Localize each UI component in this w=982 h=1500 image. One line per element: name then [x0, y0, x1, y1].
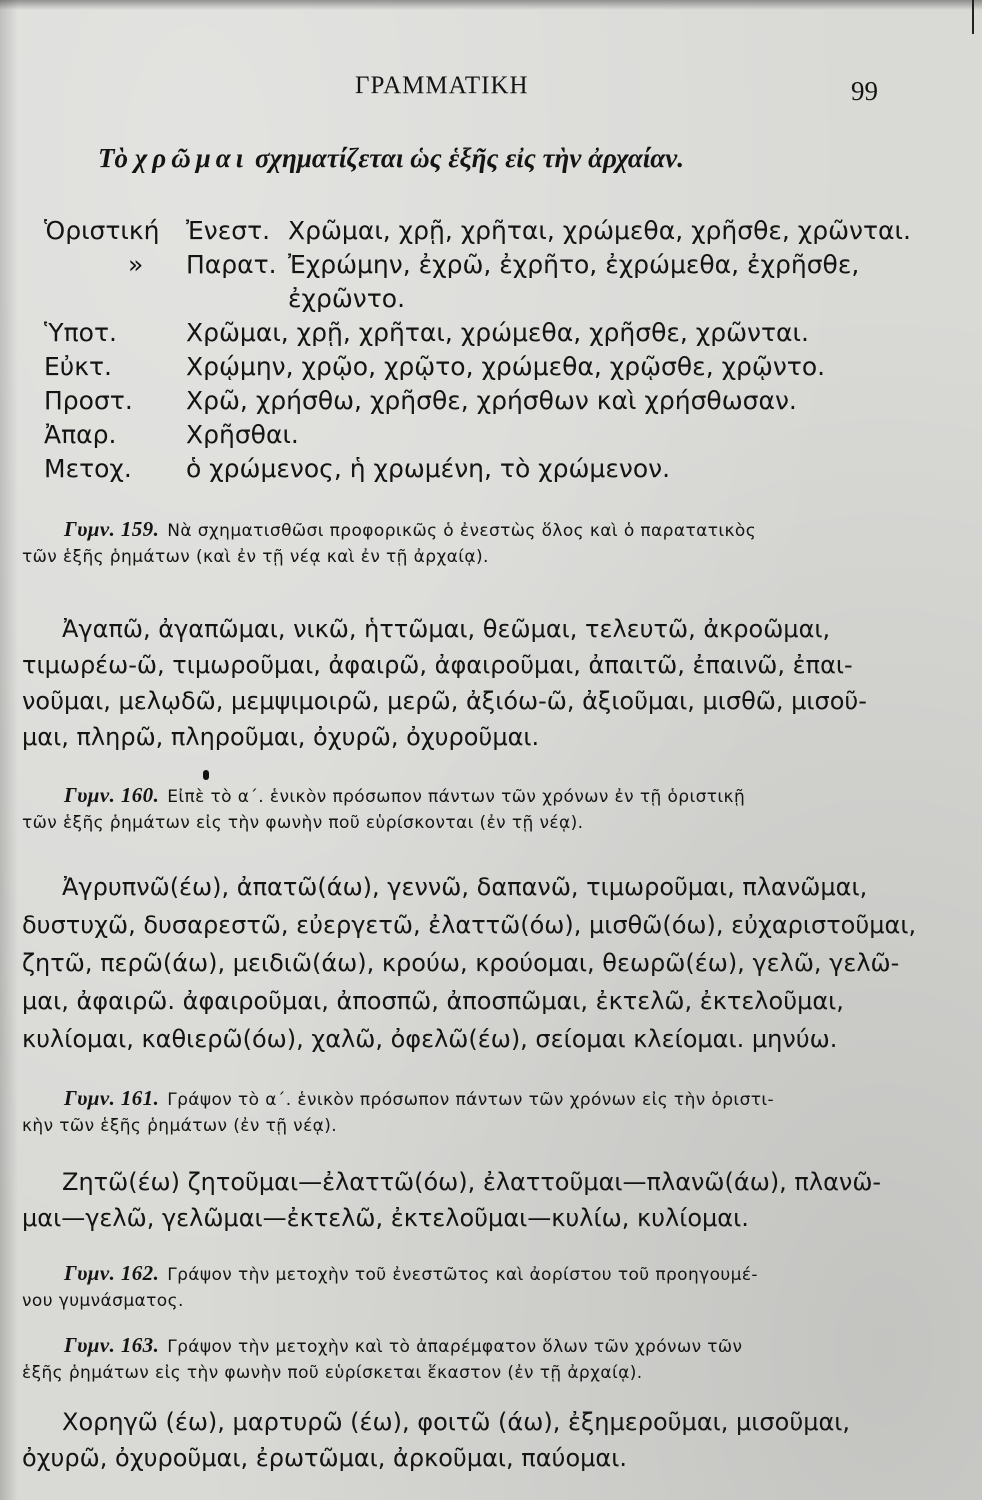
conjugation-forms: Χρῆσθαι.	[186, 420, 299, 449]
page-number: 99	[851, 76, 878, 106]
conjugation-forms: Χρῶ, χρήσθω, χρῆσθε, χρήσθων καὶ χρήσθωσαν.	[186, 386, 797, 415]
conjugation-row	[44, 214, 911, 248]
exercise-163-words	[22, 1404, 902, 1476]
mood-label: Μετοχ.	[44, 454, 132, 483]
exercise-text: Εἰπὲ τὸ α΄. ἑνικὸν πρόσωπον πάντων τῶν χρόνων ἐν τῇ ὁριστικῇ	[167, 787, 746, 807]
word-line: μαι—γελῶ, γελῶμαι—ἐκτελῶ, ἐκτελοῦμαι—κυλίω, κυλίομαι.	[22, 1204, 749, 1232]
exercise-line: νου γυμνάσματος.	[22, 1291, 184, 1311]
exercise-line: κὴν τῶν ἑξῆς ῥημάτων (ἐν τῇ νέᾳ).	[22, 1116, 338, 1136]
heading-verb: χρῶμαι	[134, 143, 249, 173]
exercise-line	[22, 782, 902, 810]
page-corner-mark	[972, 0, 974, 34]
word-line: μαι, ἀφαιρῶ. ἀφαιροῦμαι, ἀποσπῶ, ἀποσπῶμαι, ἐκτελῶ, ἐκτελοῦμαι,	[22, 987, 844, 1015]
conjugation-row	[44, 384, 904, 418]
conjugation-row	[44, 316, 904, 350]
word-line: ζητῶ, περῶ(άω), μειδιῶ(άω), κρούω, κρούομαι, θεωρῶ(έω), γελῶ, γελῶ-	[22, 949, 900, 977]
word-line: Ζητῶ(έω) ζητοῦμαι—ἐλαττῶ(όω), ἐλαττοῦμαι—πλανῶ(άω), πλανῶ-	[62, 1168, 882, 1196]
exercise-161-words	[22, 1164, 902, 1236]
conjugation-row	[44, 418, 904, 452]
section-heading	[98, 143, 684, 174]
exercise-159-instructions	[22, 516, 902, 570]
exercise-159-words	[22, 611, 902, 755]
exercise-160-instructions	[22, 782, 902, 836]
mood-label: Ὑποτ.	[44, 318, 117, 347]
page-top-shadow	[0, 0, 982, 10]
exercise-text: Γράψον τὴν μετοχὴν τοῦ ἐνεστῶτος καὶ ἀορίστου τοῦ προηγουμέ-	[167, 1265, 758, 1285]
exercise-number: Γυμν. 159.	[64, 517, 160, 541]
exercise-161-instructions	[22, 1085, 902, 1139]
exercise-160-words	[22, 868, 917, 1058]
word-line: Χορηγῶ (έω), μαρτυρῶ (έω), φοιτῶ (άω), ἐξημεροῦμαι, μισοῦμαι,	[62, 1408, 851, 1436]
word-line: δυστυχῶ, δυσαρεστῶ, εὐεργετῶ, ἐλαττῶ(όω), μισθῶ(όω), εὐχαριστοῦμαι,	[22, 911, 917, 939]
conjugation-forms: ἐχρῶντο.	[288, 284, 406, 313]
exercise-text: Γράψον τὴν μετοχὴν καὶ τὸ ἀπαρέμφατον ὅλων τῶν χρόνων τῶν	[167, 1337, 743, 1357]
exercise-text: Γράψον τὸ α΄. ἑνικὸν πρόσωπον πάντων τῶν χρόνων εἰς τὴν ὁριστι-	[167, 1090, 775, 1110]
exercise-line: τῶν ἑξῆς ῥημάτων εἰς τὴν φωνὴν ποῦ εὑρίσκονται (ἐν τῇ νέᾳ).	[22, 813, 584, 833]
exercise-number: Γυμν. 161.	[64, 1086, 160, 1110]
exercise-line	[22, 1085, 902, 1113]
conjugation-row	[44, 248, 904, 282]
conjugation-forms: Ἐχρώμην, ἐχρῶ, ἐχρῆτο, ἐχρώμεθα, ἐχρῆσθε,	[288, 250, 860, 279]
word-line: τιμωρέω-ῶ, τιμωροῦμαι, ἀφαιρῶ, ἀφαιροῦμαι, ἀπαιτῶ, ἐπαινῶ, ἐπαι-	[22, 651, 853, 679]
mood-label: Προστ.	[44, 386, 133, 415]
exercise-text: Νὰ σχηματισθῶσι προφορικῶς ὁ ἐνεστὼς ὅλος καὶ ὁ παρατατικὸς	[167, 521, 757, 541]
tense-label: Παρατ.	[186, 250, 277, 279]
exercise-163-instructions	[22, 1332, 902, 1386]
exercise-162-instructions	[22, 1260, 902, 1314]
heading-article: Τὸ	[98, 143, 128, 173]
mood-label: Εὐκτ.	[44, 352, 112, 381]
conjugation-forms: Χρῶμαι, χρῇ, χρῆται, χρώμεθα, χρῆσθε, χρῶνται.	[186, 318, 809, 347]
mood-label: Ὁριστική	[44, 216, 160, 245]
ink-speck	[203, 770, 209, 780]
exercise-line: τῶν ἑξῆς ῥημάτων (καὶ ἐν τῇ νέᾳ καὶ ἐν τῇ ἀρχαίᾳ).	[22, 547, 489, 567]
word-line: Ἀγρυπνῶ(έω), ἀπατῶ(άω), γεννῶ, δαπανῶ, τιμωροῦμαι, πλανῶμαι,	[62, 873, 868, 901]
conjugation-row	[44, 452, 904, 486]
conjugation-row	[44, 350, 904, 384]
exercise-number: Γυμν. 160.	[64, 783, 160, 807]
conjugation-table	[44, 214, 911, 486]
mood-label: »	[128, 250, 144, 279]
conjugation-row	[44, 282, 904, 316]
word-line: ὀχυρῶ, ὀχυροῦμαι, ἐρωτῶμαι, ἀρκοῦμαι, παύομαι.	[22, 1444, 627, 1472]
conjugation-forms: Χρῴμην, χρῷο, χρῷτο, χρώμεθα, χρῷσθε, χρῷντο.	[186, 352, 826, 381]
tense-label: Ἐνεστ.	[186, 216, 271, 245]
heading-rest: σχηματίζεται ὡς ἑξῆς εἰς τὴν ἀρχαίαν.	[254, 143, 684, 173]
conjugation-forms: Χρῶμαι, χρῇ, χρῆται, χρώμεθα, χρῆσθε, χρῶνται.	[288, 216, 911, 245]
running-head	[0, 72, 982, 112]
running-title: ΓΡΑΜΜΑΤΙΚΗ	[355, 72, 529, 99]
word-line: κυλίομαι, καθιερῶ(όω), χαλῶ, ὀφελῶ(έω), σείομαι κλείομαι. μηνύω.	[22, 1025, 838, 1053]
conjugation-forms: ὁ χρώμενος, ἡ χρωμένη, τὸ χρώμενον.	[186, 454, 671, 483]
mood-label: Ἀπαρ.	[44, 420, 117, 449]
exercise-line	[22, 1332, 902, 1360]
word-line: μαι, πληρῶ, πληροῦμαι, ὀχυρῶ, ὀχυροῦμαι.	[22, 723, 540, 751]
exercise-line	[22, 516, 902, 544]
exercise-line	[22, 1260, 902, 1288]
word-line: νοῦμαι, μελῳδῶ, μεμψιμοιρῶ, μερῶ, ἀξιόω-ῶ, ἀξιοῦμαι, μισθῶ, μισοῦ-	[22, 687, 867, 715]
exercise-number: Γυμν. 163.	[64, 1333, 160, 1357]
word-line: Ἀγαπῶ, ἀγαπῶμαι, νικῶ, ἡττῶμαι, θεῶμαι, τελευτῶ, ἀκροῶμαι,	[62, 615, 831, 643]
exercise-line: ἑξῆς ῥημάτων εἰς τὴν φωνὴν ποῦ εὑρίσκεται ἕκαστον (ἐν τῇ ἀρχαίᾳ).	[22, 1363, 643, 1383]
exercise-number: Γυμν. 162.	[64, 1261, 160, 1285]
